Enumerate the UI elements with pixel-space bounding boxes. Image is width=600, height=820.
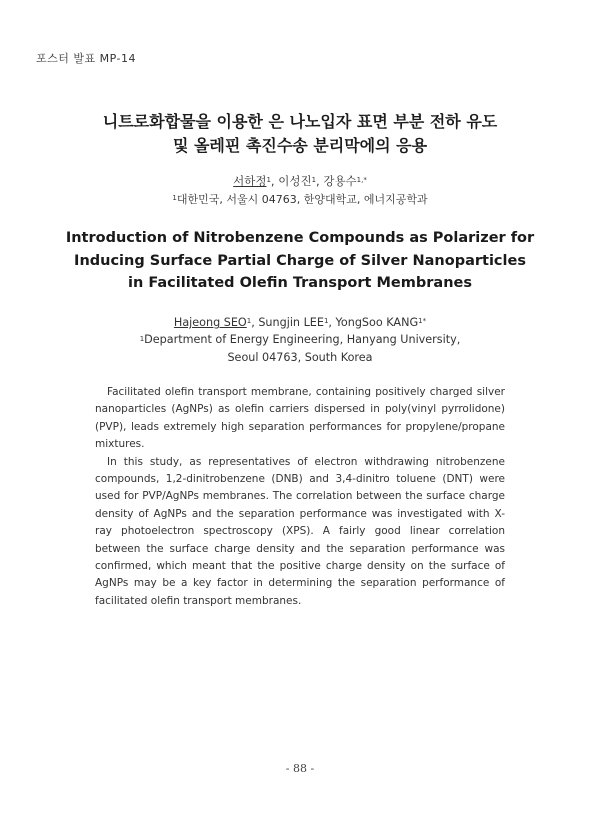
korean-author-1: 서하정 [233,174,267,188]
korean-affiliation [0,191,600,208]
english-affiliation [0,331,600,367]
session-tag: 포스터 발표 MP-14 [36,52,136,65]
english-author-2: Sungjin LEE [258,316,324,329]
korean-author-2-sup: 1 [311,176,317,184]
korean-title-line2: 및 올레핀 촉진수송 분리막에의 응용 [172,136,428,155]
korean-author-3-sup: 1,* [356,176,367,184]
korean-author-1-sup: 1 [266,176,271,184]
english-author-1: Hajeong SEO [173,316,247,329]
english-affiliation-line2: Seoul 04763, South Korea [227,351,373,364]
abstract-paragraph-1: Facilitated olefin transport membrane, containing positively charged silver nanoparticles (AgNPs) as olefin carriers dispersed in poly(vinyl pyrrolidone) (PVP), leads extremely high separation performances for propylene/propane mixtures. [95,386,505,451]
korean-affiliation-text: 대한민국, 서울시 04763, 한양대학교, 에너지공학과 [176,193,428,206]
english-title-line2: Inducing Surface Partial Charge of Silver Nanoparticles [74,252,526,269]
korean-author-list: 서하정$^1$, 이성진$^1$, 강용수$^{1,*}$ [233,174,367,188]
korean-affiliation-sup: 1 [172,194,177,202]
page-number: - 88 - [285,762,315,775]
english-author-3: YongSoo KANG [335,316,419,329]
english-title-line3: in Facilitated Olefin Transport Membranes [128,275,472,291]
abstract-body [95,384,505,610]
english-author-3-sup: 1* [418,317,427,325]
english-affiliation-line1 [0,331,600,349]
english-author-1-sup: 1 [246,317,252,325]
korean-title [0,110,600,158]
korean-title-line1: 니트로화합물을 이용한 은 나노입자 표면 부분 전하 유도 [102,112,498,131]
english-title-line1: Introduction of Nitrobenzene Compounds as Polarizer for [65,230,535,246]
english-author-2-sup: 1 [323,317,329,325]
korean-author-2: 이성진 [278,174,312,188]
abstract-paragraph-2: In this study, as representatives of electron withdrawing nitrobenzene compounds, 1,2-dinitrobenzene (DNB) and 3,4-dinitro toluene (DNT) were used for PVP/AgNPs membranes. The correlation between the surface charge density of AgNPs and the separation performance was investigated with X-ray photoelectron spectroscopy (XPS). A fairly good linear correlation between the surface charge density and the separation performance was confirmed, which meant that the positive charge density on the surface of AgNPs may be a key factor in determining the separation performance of facilitated olefin transport membranes. [95,455,505,607]
english-affiliation-line1-text: Department of Energy Engineering, Hanyang University, [144,333,461,346]
english-affiliation-sup: 1 [139,335,145,343]
english-title [0,227,600,295]
korean-author-3: 강용수 [323,174,357,188]
english-author-list: Hajeong SEO$^1$, Sungjin LEE$^1$, YongSoo $KANG^{1*}$ [173,316,427,329]
